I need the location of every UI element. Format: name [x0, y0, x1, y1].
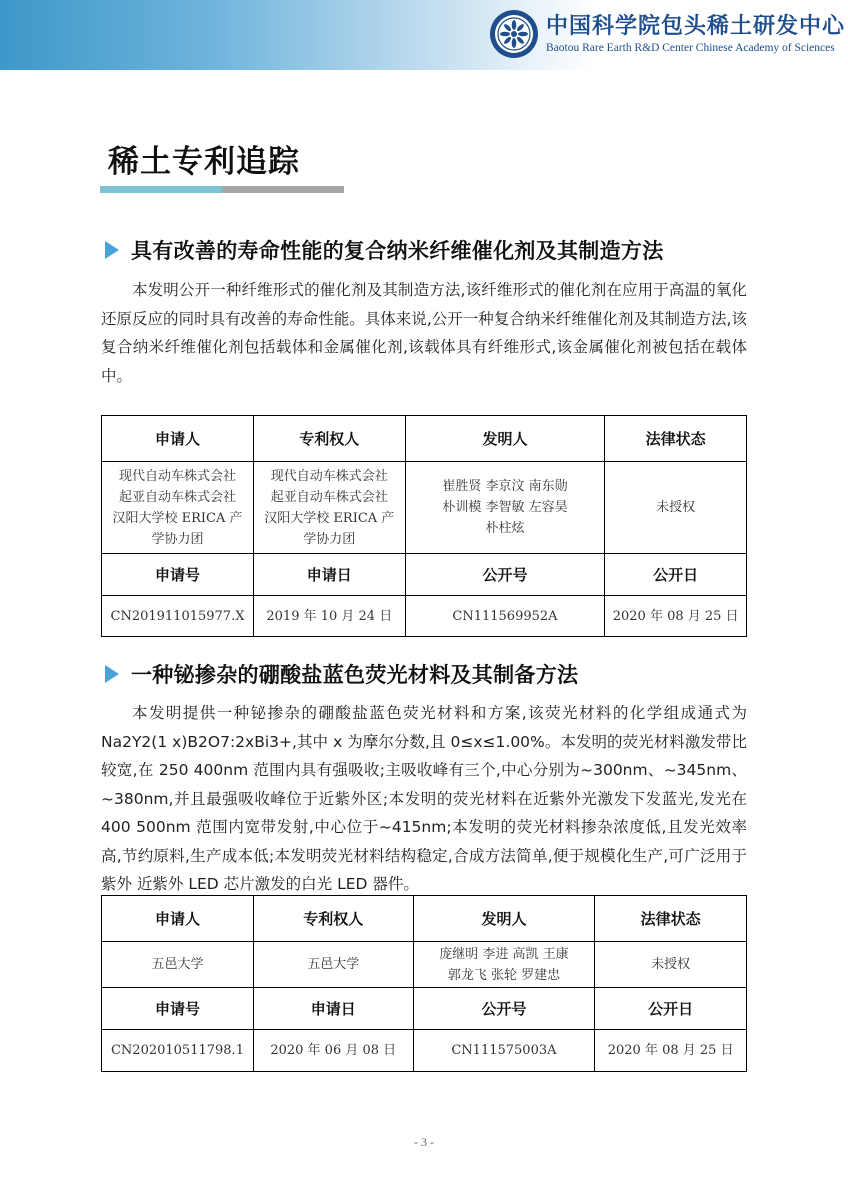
- header-inventors: 发明人: [413, 896, 595, 942]
- legal-status-cell: 未授权: [605, 462, 747, 554]
- header-application-no: 申请号: [102, 988, 254, 1030]
- header-application-no: 申请号: [102, 554, 254, 596]
- patent-2-abstract: 本发明提供一种铋掺杂的硼酸盐蓝色荧光材料和方案,该荧光材料的化学组成通式为 Na2Y2(1 x)B2O7:2xBi3+,其中 x 为摩尔分数,且 0≤x≤1.00%。本发明的荧光材料激发带比较宽,在 250 400nm 范围内具有强吸收;主吸收峰有三个,中心分别为~300nm、~345nm、~380nm,并且最强吸收峰位于近紫外区;本发明的荧光材料在近紫外光激发下发蓝光,发光在 400 500nm 范围内宽带发射,中心位于~415nm;本发明的荧光材料掺杂浓度低,且发光效率高,节约原料,生产成本低;本发明荧光材料结构稳定,合成方法简单,便于规模化生产,可广泛用于紫外 近紫外 LED 芯片激发的白光 LED 器件。: [101, 704, 747, 893]
- title-underline-gray: [222, 186, 344, 193]
- header-publication-no: 公开号: [413, 988, 595, 1030]
- patent-2-heading: [105, 659, 578, 689]
- header-legal-status: 法律状态: [595, 896, 747, 942]
- header-applicant: 申请人: [102, 896, 254, 942]
- patentee-cell: [253, 462, 405, 554]
- inventors-cell: [413, 942, 595, 988]
- patent-1-title: 具有改善的寿命性能的复合纳米纤维催化剂及其制造方法: [131, 239, 664, 263]
- section-title: 稀土专利追踪: [108, 144, 300, 180]
- org-name-en: Baotou Rare Earth R&D Center Chinese Academy of Sciences: [546, 42, 835, 54]
- application-no-cell: CN202010511798.1: [102, 1030, 254, 1072]
- patent-1-table: [101, 415, 747, 637]
- publication-date-cell: 2020 年 08 月 25 日: [605, 596, 747, 637]
- org-name-cn: 中国科学院包头稀土研发中心: [546, 13, 846, 39]
- applicant-line: 现代自动车株式会社: [118, 468, 236, 484]
- applicant-line: 汉阳大学校 ERICA 产: [112, 510, 243, 526]
- page-number: - 3 -: [414, 1135, 434, 1149]
- table-row: [102, 942, 747, 988]
- applicant-line: 起亚自动车株式会社: [118, 489, 236, 505]
- header-inventors: 发明人: [405, 416, 605, 462]
- header-patentee: 专利权人: [253, 416, 405, 462]
- table-header-row: [102, 416, 747, 462]
- patent-2-title: 一种铋掺杂的硼酸盐蓝色荧光材料及其制备方法: [131, 663, 579, 687]
- inventors-line: 庞继明 李进 高凯 王康: [439, 946, 569, 962]
- inventors-line: 郭龙飞 张轮 罗建忠: [447, 967, 561, 983]
- table-row: [102, 1030, 747, 1072]
- header-applicant: 申请人: [102, 416, 254, 462]
- header-publication-date: 公开日: [595, 988, 747, 1030]
- table-header-row: [102, 896, 747, 942]
- patentee-line: 学协力团: [303, 531, 356, 547]
- publication-date-cell: 2020 年 08 月 25 日: [595, 1030, 747, 1072]
- publication-no-cell: CN111575003A: [413, 1030, 595, 1072]
- patentee-line: 起亚自动车株式会社: [270, 489, 388, 505]
- applicant-cell: [102, 462, 254, 554]
- patentee-cell: 五邑大学: [253, 942, 413, 988]
- header-application-date: 申请日: [253, 554, 405, 596]
- application-date-cell: 2019 年 10 月 24 日: [253, 596, 405, 637]
- patent-1-heading: [105, 235, 664, 265]
- patentee-line: 汉阳大学校 ERICA 产: [264, 510, 395, 526]
- triangle-bullet-icon: [105, 241, 119, 259]
- applicant-cell: 五邑大学: [102, 942, 254, 988]
- table-header-row: [102, 554, 747, 596]
- inventors-line: 朴训模 李智敏 左容昊: [442, 500, 568, 515]
- patentee-line: 现代自动车株式会社: [270, 468, 388, 484]
- title-underline-blue: [100, 186, 222, 193]
- table-header-row: [102, 988, 747, 1030]
- inventors-line: 朴柱炫: [485, 521, 525, 536]
- org-logo: [488, 8, 845, 60]
- header-application-date: 申请日: [253, 988, 413, 1030]
- application-no-cell: CN201911015977.X: [102, 596, 254, 637]
- patent-2-table: [101, 895, 747, 1072]
- publication-no-cell: CN111569952A: [405, 596, 605, 637]
- triangle-bullet-icon: [105, 665, 119, 683]
- header-patentee: 专利权人: [253, 896, 413, 942]
- table-row: [102, 462, 747, 554]
- patent-1-abstract: 本发明公开一种纤维形式的催化剂及其制造方法,该纤维形式的催化剂在应用于高温的氧化还原反应的同时具有改善的寿命性能。具体来说,公开一种复合纳米纤维催化剂及其制造方法,该复合纳米纤维催化剂包括载体和金属催化剂,该载体具有纤维形式,该金属催化剂被包括在载体中。: [101, 281, 747, 385]
- cas-emblem-icon: [488, 8, 540, 60]
- inventors-cell: [405, 462, 605, 554]
- application-date-cell: 2020 年 06 月 08 日: [253, 1030, 413, 1072]
- legal-status-cell: 未授权: [595, 942, 747, 988]
- header-legal-status: 法律状态: [605, 416, 747, 462]
- header-publication-date: 公开日: [605, 554, 747, 596]
- table-row: [102, 596, 747, 637]
- inventors-line: 崔胜贤 李京汶 南东勋: [442, 479, 568, 494]
- applicant-line: 学协力团: [151, 531, 204, 547]
- header-publication-no: 公开号: [405, 554, 605, 596]
